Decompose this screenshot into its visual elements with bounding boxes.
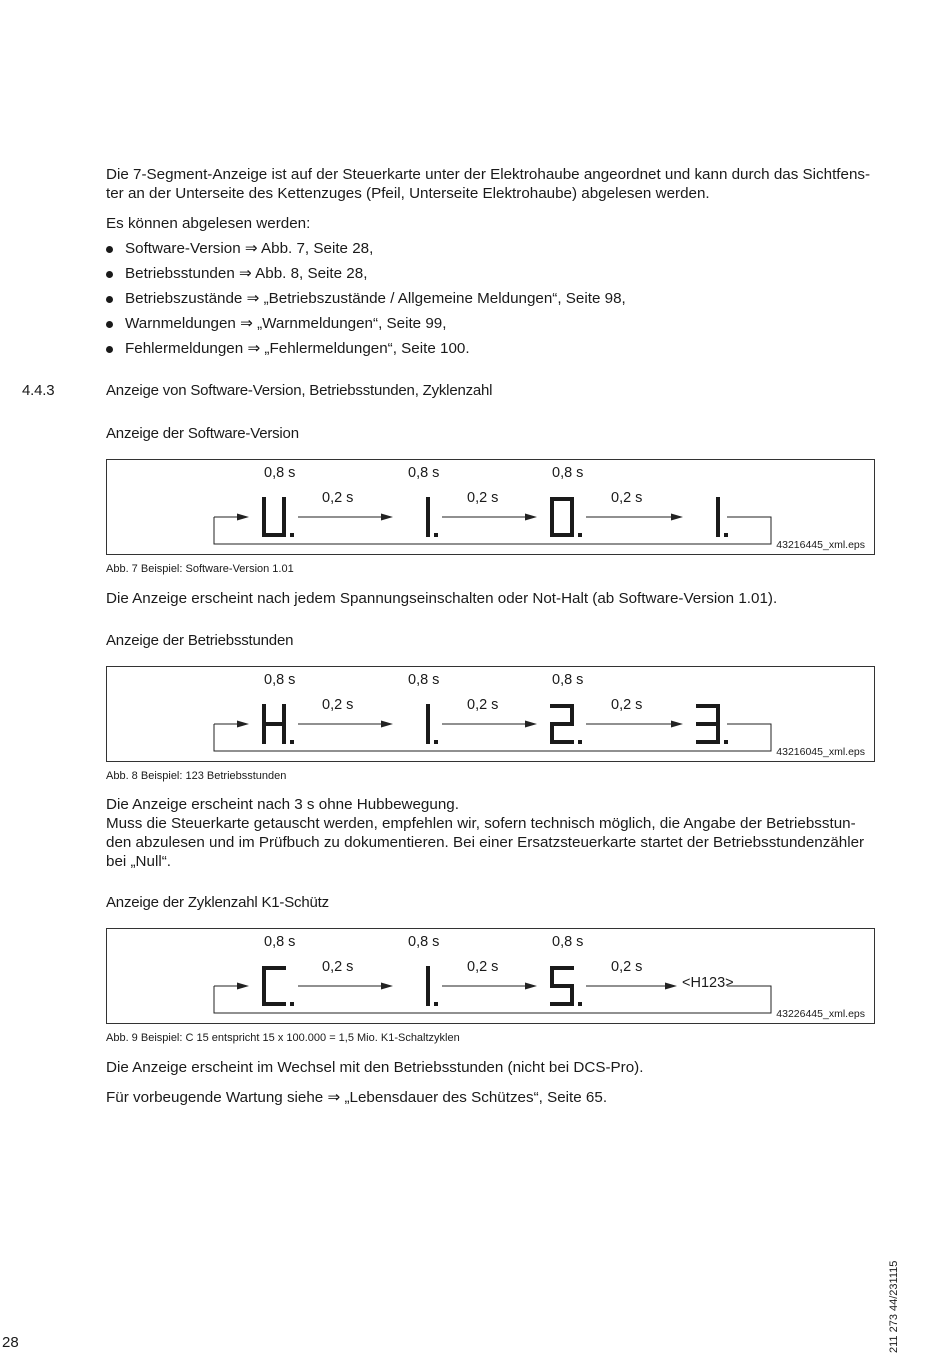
seven-segment-digit xyxy=(262,497,294,537)
fig1-caption: Abb. 7 Beispiel: Software-Version 1.01 xyxy=(106,563,294,575)
decimal-point xyxy=(290,1002,294,1006)
segment-b xyxy=(716,704,720,724)
segment-g xyxy=(262,722,286,726)
eps-filename: 43216045_xml.eps xyxy=(776,746,865,758)
fig1-heading: Anzeige der Software-Version xyxy=(106,425,299,442)
implies-arrow-icon: ⇒ xyxy=(327,1089,341,1106)
fig3-caption: Abb. 9 Beispiel: C 15 entspricht 15 x 100.000 = 1,5 Mio. K1-Schaltzyklen xyxy=(106,1032,460,1044)
on-time-label: 0,8 s xyxy=(552,465,584,481)
off-time-label: 0,2 s xyxy=(322,697,354,713)
decimal-point xyxy=(434,1002,438,1006)
decimal-point xyxy=(290,740,294,744)
bullet-icon xyxy=(106,321,113,328)
timing-arrow-head xyxy=(381,983,393,990)
timing-arrow-head xyxy=(671,721,683,728)
list-item: Fehlermeldungen ⇒ „Fehlermeldungen“, Seite 100. xyxy=(106,339,626,364)
segment-b xyxy=(570,704,574,724)
doc-code: 211 273 44/231115 xyxy=(888,1260,900,1353)
fig3-text-2: Für vorbeugende Wartung siehe ⇒ „Lebensdauer des Schützes“, Seite 65. xyxy=(106,1089,608,1106)
seven-segment-digit xyxy=(426,966,438,1006)
fig1-text: Die Anzeige erscheint nach jedem Spannungseinschalten oder Not-Halt (ab Software-Version 1.01). xyxy=(106,590,778,607)
off-time-label: 0,2 s xyxy=(322,490,354,506)
seven-segment-digit xyxy=(550,704,582,744)
bullet-icon xyxy=(106,271,113,278)
list-item: Warnmeldungen ⇒ „Warnmeldungen“, Seite 99, xyxy=(106,314,626,339)
seven-segment-digit xyxy=(262,966,294,1006)
list-item: Betriebsstunden ⇒ Abb. 8, Seite 28, xyxy=(106,264,626,289)
seven-segment-digit xyxy=(426,497,438,537)
segment-d xyxy=(550,740,574,744)
segment-e xyxy=(262,986,266,1006)
timing-diagram-svg xyxy=(107,460,874,554)
timing-arrow-head xyxy=(237,721,249,728)
off-time-label: 0,2 s xyxy=(611,490,643,506)
segment-b xyxy=(570,497,574,517)
bullet-icon xyxy=(106,246,113,253)
decimal-point xyxy=(434,533,438,537)
seven-segment-digit xyxy=(696,704,728,744)
seven-segment-digit xyxy=(262,704,294,744)
section-title: Anzeige von Software-Version, Betriebsstunden, Zyklenzahl xyxy=(106,382,493,399)
segment-b xyxy=(716,497,720,517)
implies-arrow-icon: ⇒ xyxy=(246,290,260,307)
decimal-point xyxy=(578,533,582,537)
fig3-text-1: Die Anzeige erscheint im Wechsel mit den Betriebsstunden (nicht bei DCS-Pro). xyxy=(106,1059,644,1076)
decimal-point xyxy=(578,740,582,744)
seven-segment-digit xyxy=(550,497,582,537)
timing-diagram-svg xyxy=(107,667,874,761)
intro-line-1: Die 7-Segment-Anzeige ist auf der Steuerkarte unter der Elektrohaube angeordnet und kann durch das Sichtfens- xyxy=(106,166,871,183)
implies-arrow-icon: ⇒ xyxy=(247,340,261,357)
timing-diagram-svg xyxy=(107,929,874,1023)
timing-arrow-head xyxy=(237,514,249,521)
on-time-label: 0,8 s xyxy=(264,672,296,688)
fig2-caption: Abb. 8 Beispiel: 123 Betriebsstunden xyxy=(106,770,287,782)
segment-e xyxy=(262,724,266,744)
segment-e xyxy=(262,517,266,537)
eps-filename: 43226445_xml.eps xyxy=(776,1008,865,1020)
segment-c xyxy=(426,517,430,537)
seven-segment-digit xyxy=(426,704,438,744)
bullet-icon xyxy=(106,346,113,353)
segment-c xyxy=(426,986,430,1006)
segment-b xyxy=(282,704,286,724)
list-item: Software-Version ⇒ Abb. 7, Seite 28, xyxy=(106,239,626,264)
fig2-heading: Anzeige der Betriebsstunden xyxy=(106,632,294,649)
off-time-label: 0,2 s xyxy=(467,490,499,506)
off-time-label: 0,2 s xyxy=(467,697,499,713)
off-time-label: 0,2 s xyxy=(467,959,499,975)
off-time-label: 0,2 s xyxy=(322,959,354,975)
segment-b xyxy=(282,497,286,517)
segment-d xyxy=(696,740,720,744)
off-time-label: 0,2 s xyxy=(611,959,643,975)
decimal-point xyxy=(290,533,294,537)
loop-back-line xyxy=(214,724,771,751)
segment-f xyxy=(550,497,554,517)
segment-f xyxy=(262,497,266,517)
doc-code-wrapper xyxy=(852,1255,950,1355)
seven-segment-digit xyxy=(716,497,728,537)
on-time-label: 0,8 s xyxy=(408,934,440,950)
fig3-diagram xyxy=(106,928,875,1024)
intro-paragraph xyxy=(106,165,881,203)
timing-arrow-head xyxy=(237,983,249,990)
implies-arrow-icon: ⇒ xyxy=(244,240,258,257)
segment-f xyxy=(262,966,266,986)
segment-b xyxy=(426,966,430,986)
decimal-point xyxy=(434,740,438,744)
segment-c xyxy=(282,724,286,744)
page-number: 28 xyxy=(2,1334,19,1351)
decimal-point xyxy=(724,740,728,744)
implies-arrow-icon: ⇒ xyxy=(240,315,253,332)
eps-filename: 43216445_xml.eps xyxy=(776,539,865,551)
fig1-diagram xyxy=(106,459,875,555)
seven-segment-digit xyxy=(550,966,582,1006)
list-item: Betriebszustände ⇒ „Betriebszustände / Allgemeine Meldungen“, Seite 98, xyxy=(106,289,626,314)
decimal-point xyxy=(578,1002,582,1006)
end-label: <H123> xyxy=(682,975,734,991)
timing-arrow-head xyxy=(381,514,393,521)
segment-e xyxy=(550,517,554,537)
section-number: 4.4.3 xyxy=(22,382,55,399)
intro-line-2: ter an der Unterseite des Kettenzuges (Pfeil, Unterseite Elektrohaube) abgelesen werden. xyxy=(106,185,710,202)
fig2-text: Die Anzeige erscheint nach 3 s ohne Hubbewegung. Muss die Steuerkarte getauscht werden, empfehlen wir, sofern technisch möglich, die Angabe der Betriebsstun- den abzulesen und im Prüfbuch zu dokumentieren. Bei einer Ersatzsteuerkarte startet der Betriebsstundenzähler bei „Null“. xyxy=(106,796,865,870)
fig3-heading: Anzeige der Zyklenzahl K1-Schütz xyxy=(106,894,329,911)
segment-c xyxy=(716,517,720,537)
off-time-label: 0,2 s xyxy=(611,697,643,713)
timing-arrow-head xyxy=(525,983,537,990)
decimal-point xyxy=(724,533,728,537)
timing-arrow-head xyxy=(671,514,683,521)
segment-b xyxy=(426,704,430,724)
on-time-label: 0,8 s xyxy=(408,672,440,688)
timing-arrow-head xyxy=(525,514,537,521)
readable-items-list xyxy=(106,239,626,364)
segment-f xyxy=(262,704,266,724)
segment-f xyxy=(550,966,554,986)
timing-arrow-head xyxy=(665,983,677,990)
segment-c xyxy=(426,724,430,744)
timing-arrow-head xyxy=(381,721,393,728)
list-intro: Es können abgelesen werden: xyxy=(106,215,311,232)
on-time-label: 0,8 s xyxy=(408,465,440,481)
segment-d xyxy=(550,1002,574,1006)
on-time-label: 0,8 s xyxy=(552,672,584,688)
bullet-icon xyxy=(106,296,113,303)
on-time-label: 0,8 s xyxy=(264,934,296,950)
segment-b xyxy=(426,497,430,517)
on-time-label: 0,8 s xyxy=(264,465,296,481)
fig2-diagram xyxy=(106,666,875,762)
implies-arrow-icon: ⇒ xyxy=(239,265,252,282)
timing-arrow-head xyxy=(525,721,537,728)
loop-back-line xyxy=(214,517,771,544)
on-time-label: 0,8 s xyxy=(552,934,584,950)
